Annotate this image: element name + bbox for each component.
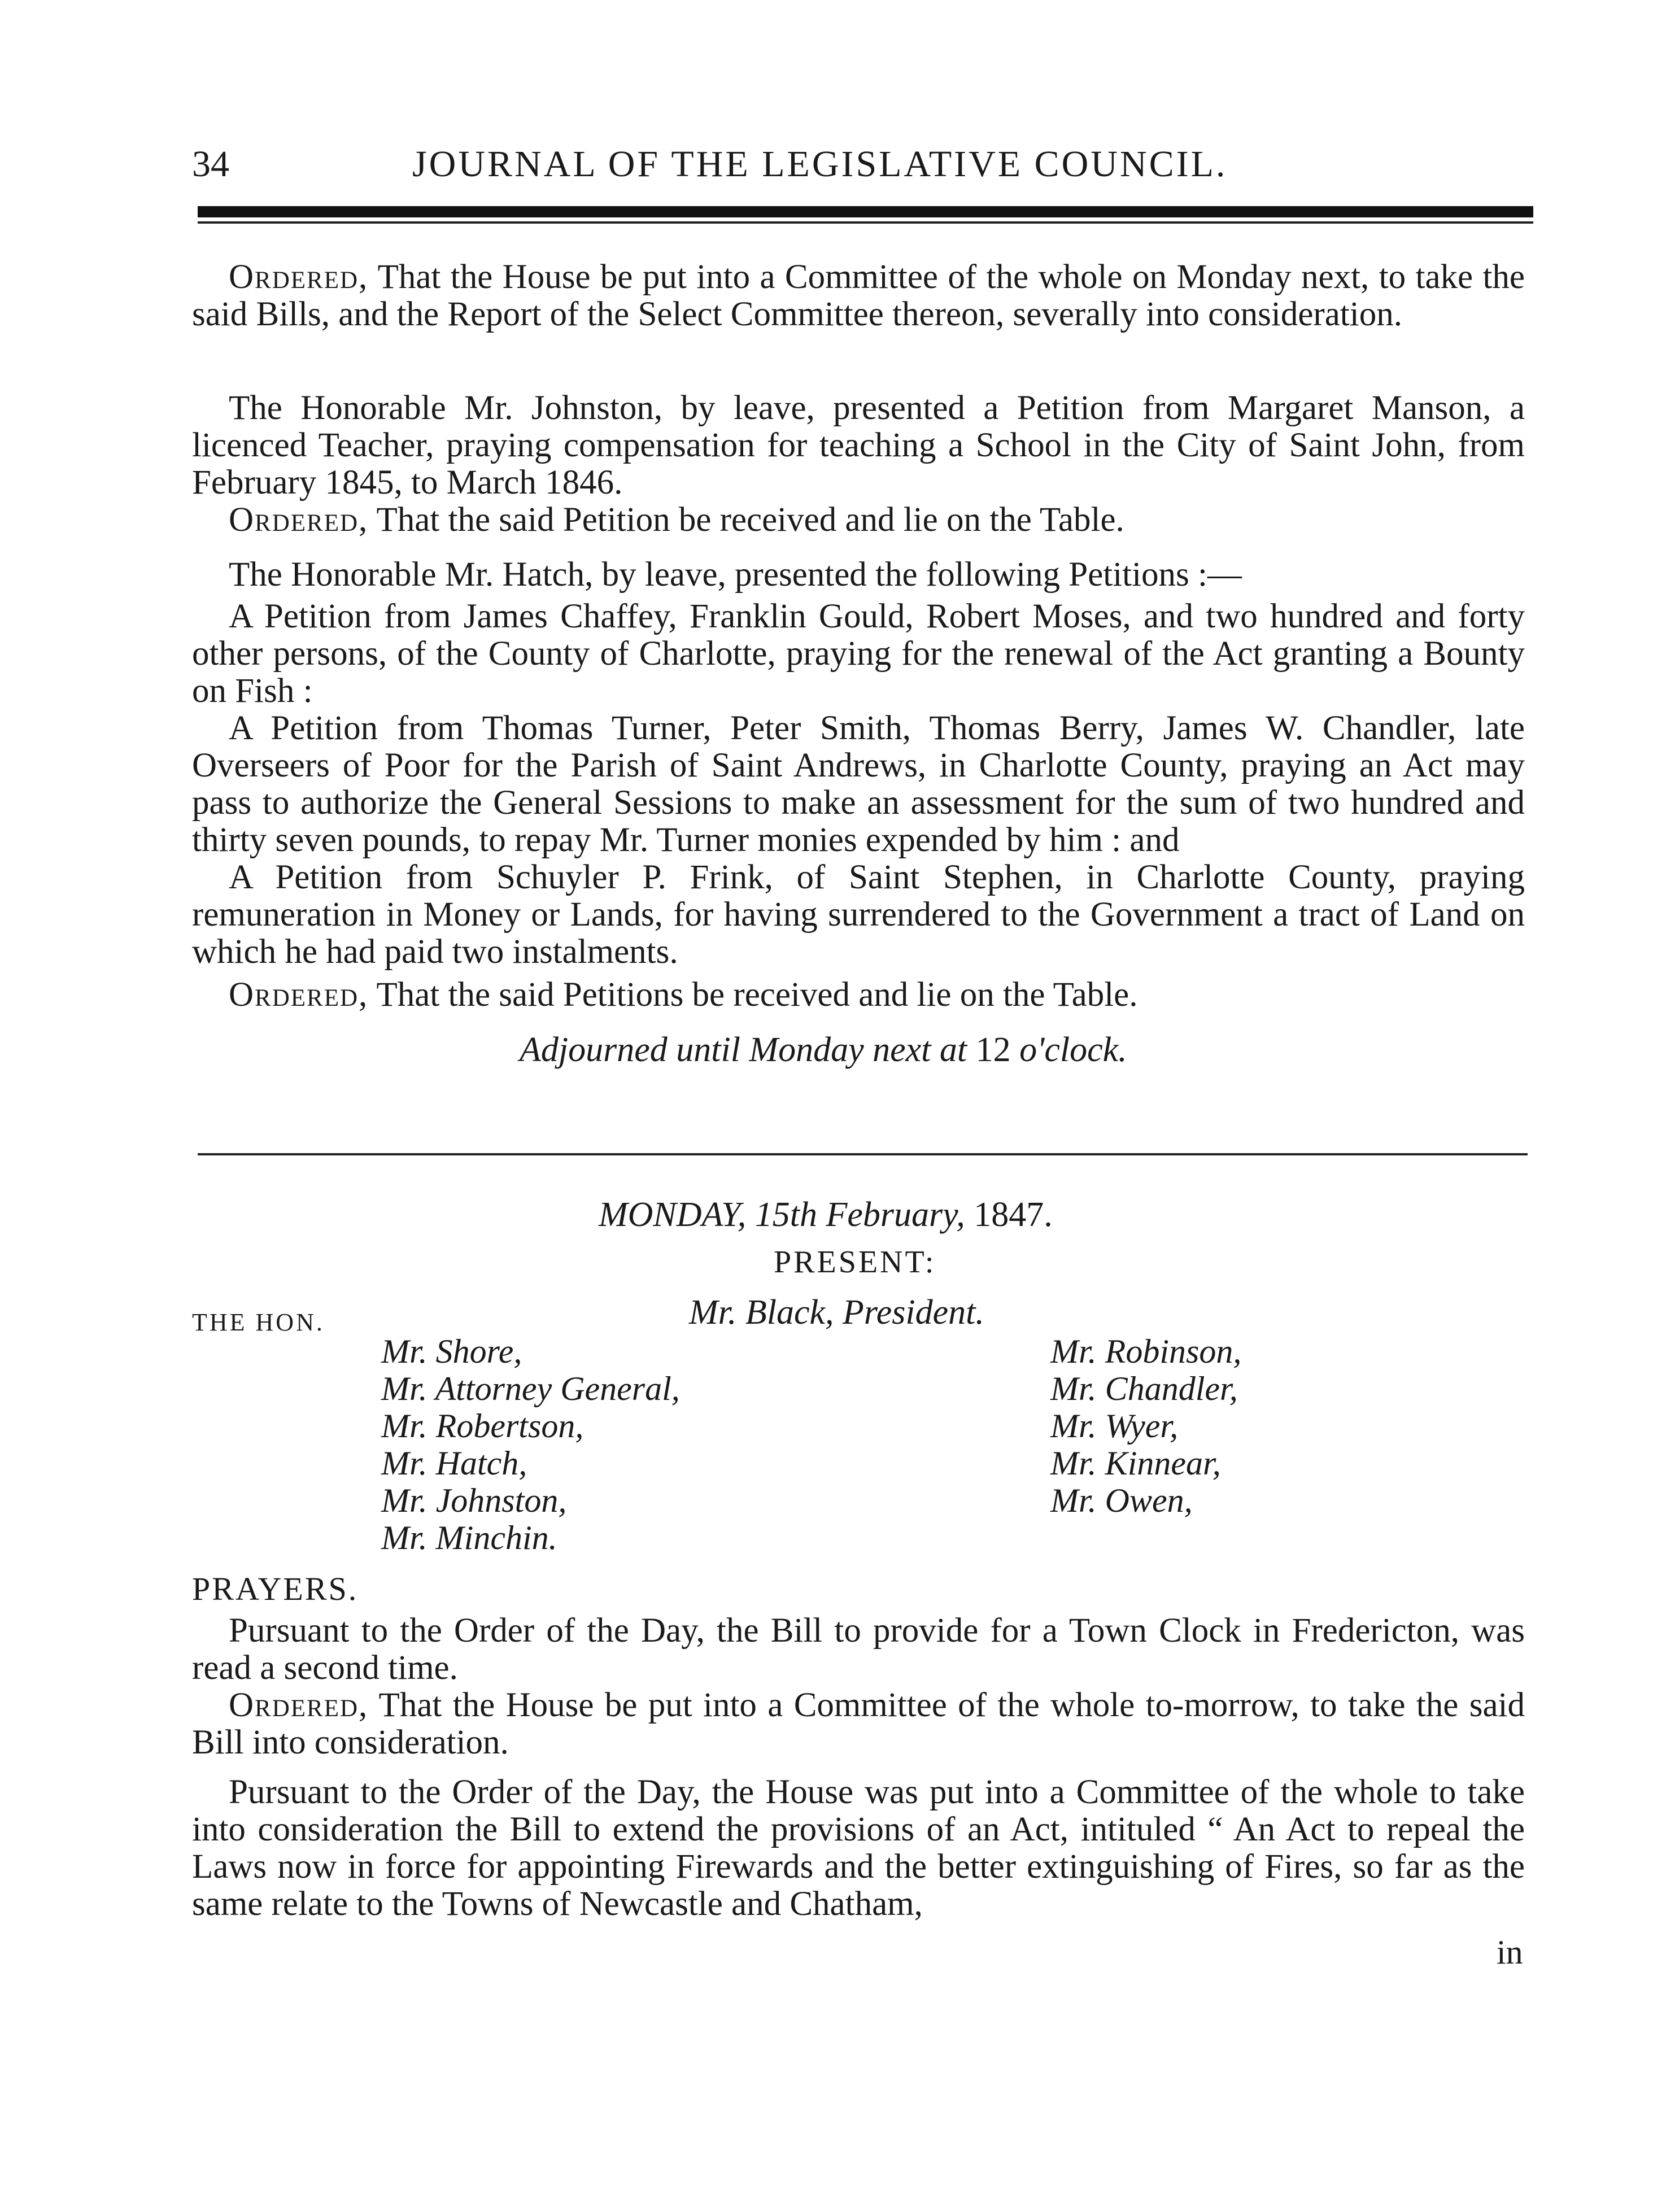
ordered-label: Ordered, [229,258,369,296]
member-name: Mr. Hatch, [381,1445,527,1482]
ordered-committee-paragraph: Ordered, That the House be put into a Committee of the whole on Monday next, to take the said Bills, and the Report of the Select Committee thereon, severally into consideration. [192,258,1525,333]
members-list-left [381,1333,680,1556]
johnston-petition-paragraph: The Honorable Mr. Johnston, by leave, presented a Petition from Margaret Manson, a licenced Teacher, praying compensation for teaching a School in the City of Saint John, from February 1845, to March 1846. [192,389,1525,501]
prayers-heading: PRAYERS. [192,1570,359,1607]
ordered-town-clock-paragraph: Ordered, That the House be put into a Committee of the whole to-morrow, to take the said Bill into consideration. [192,1686,1525,1761]
the-hon-label: THE HON. [192,1308,325,1336]
ordered-petition-paragraph: Ordered, That the said Petition be received and lie on the Table. [229,501,1124,539]
hatch-petitions-block [192,556,1525,1014]
header-rule-thin [198,221,1533,224]
town-clock-paragraph: Pursuant to the Order of the Day, the Bill to provide for a Town Clock in Fredericton, was read a second time. [192,1612,1525,1687]
section-2 [192,1612,1525,1923]
member-name: Mr. Johnston, [381,1482,567,1519]
firewards-bill-paragraph: Pursuant to the Order of the Day, the House was put into a Committee of the whole to take into consideration the Bill to extend the provisions of an Act, intituled “ An Act to repeal the Laws now in force for appointing Firewards and the better extinguishing of Fires, so far as the same relate to the Towns of Newcastle and Chatham, [192,1773,1525,1923]
johnston-petition-block [192,390,1525,539]
catchword: in [1497,1934,1523,1971]
ordered-label: Ordered, [229,1686,369,1724]
section-divider [198,1153,1528,1155]
header-rule [198,206,1533,217]
member-name: Mr. Owen, [1050,1482,1193,1519]
ordered-label: Ordered, [229,501,369,539]
member-name: Mr. Shore, [381,1333,522,1370]
hatch-intro-paragraph: The Honorable Mr. Hatch, by leave, presented the following Petitions :— [229,556,1242,594]
present-heading: PRESENT: [774,1245,936,1280]
member-name: Mr. Minchin. [381,1519,557,1556]
member-name: Mr. Kinnear, [1050,1445,1221,1482]
chaffey-petition-paragraph: A Petition from James Chaffey, Franklin Gould, Robert Moses, and two hundred and forty other persons, of the County of Charlotte, praying for the renewal of the Act granting a Bounty on Fish : [192,597,1525,710]
member-name: Mr. Robinson, [1050,1333,1242,1370]
page-number: 34 [192,143,229,185]
turner-petition-paragraph: A Petition from Thomas Turner, Peter Smith, Thomas Berry, James W. Chandler, late Overseers of Poor for the Parish of Saint Andrews, in Charlotte County, praying an Act may pass to authorize the General Sessions to make an assessment for the sum of two hundred and thirty seven pounds, to repay Mr. Turner monies expended by him : and [192,709,1525,859]
members-list-right [1050,1333,1241,1519]
member-name: Mr. Attorney General, [381,1370,680,1407]
adjournment-line: Adjourned until Monday next at 12 o'clock. [520,1031,1127,1069]
member-name: Mr. Chandler, [1050,1370,1238,1407]
page-header [192,143,1530,197]
ordered-petitions-paragraph: Ordered, That the said Petitions be received and lie on the Table. [229,976,1138,1014]
running-title: JOURNAL OF THE LEGISLATIVE COUNCIL. [412,143,1228,185]
ordered-label: Ordered, [229,976,369,1014]
member-name: Mr. Wyer, [1050,1407,1179,1445]
president-line: Mr. Black, President. [689,1293,984,1332]
section-1 [192,259,1525,333]
session-date: MONDAY, 15th February, 1847. [599,1196,1053,1234]
frink-petition-paragraph: A Petition from Schuyler P. Frink, of Saint Stephen, in Charlotte County, praying remuneration in Money or Lands, for having surrendered to the Government a tract of Land on which he had paid two instalments. [192,858,1525,971]
member-name: Mr. Robertson, [381,1407,584,1445]
